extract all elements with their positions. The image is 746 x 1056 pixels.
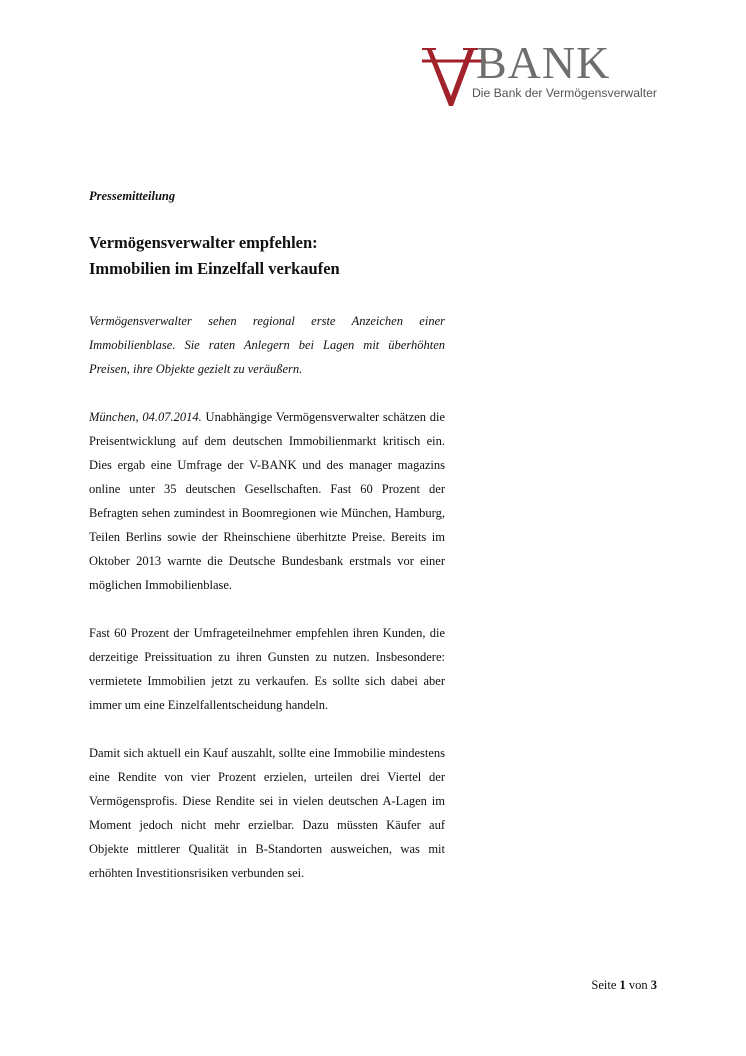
logo-tagline: Die Bank der Vermögensverwalter <box>472 86 657 100</box>
body-paragraph-1-text: Unabhängige Vermögensverwalter schätzen die Preisentwicklung auf dem deutschen Immobilienmarkt kritisch ein. Dies ergab eine Umfrage der V-BANK und des manager magazins online unter 35 deutschen Gesellschaften. Fast 60 Prozent der Befragten sehen zumindest in Boomregionen wie München, Hamburg, Teilen Berlins sowie der Rheinschiene überhitzte Preise. Bereits im Oktober 2013 warnte die Deutsche Bundesbank erstmals vor einer möglichen Immobilienblase. <box>89 410 445 592</box>
page-total: 3 <box>650 978 657 992</box>
dateline: München, 04.07.2014. <box>89 410 202 424</box>
page-current: 1 <box>619 978 626 992</box>
body-paragraph-1 <box>89 405 445 597</box>
headline <box>89 230 445 282</box>
v-letter-shape <box>422 48 478 106</box>
page-prefix: Seite <box>591 978 617 992</box>
headline-line-1: Vermögensverwalter empfehlen: <box>89 233 318 252</box>
headline-line-2: Immobilien im Einzelfall verkaufen <box>89 259 340 278</box>
body-paragraph-2: Fast 60 Prozent der Umfrageteilnehmer empfehlen ihren Kunden, die derzeitige Preissituation zu ihren Gunsten zu nutzen. Insbesondere: vermietete Immobilien jetzt zu verkaufen. Es sollte sich dabei aber immer um eine Einzelfallentscheidung handeln. <box>89 626 445 712</box>
body-paragraph-3: Damit sich aktuell ein Kauf auszahlt, sollte eine Immobilie mindestens eine Rendite von vier Prozent erzielen, urteilen drei Viertel der Vermögensprofis. Diese Rendite sei in vielen deutschen A-Lagen im Moment jedoch nicht mehr erzielbar. Dazu müssten Käufer auf Objekte mittlerer Qualität in B-Standorten ausweichen, was mit erhöhten Investitionsrisiken verbunden sei. <box>89 746 445 880</box>
page-separator: von <box>628 978 648 992</box>
vbank-logo <box>418 37 663 110</box>
logo-wordmark: BANK <box>476 37 611 88</box>
press-release-body <box>89 184 445 885</box>
document-label: Pressemitteilung <box>89 189 176 203</box>
page-number <box>591 975 657 995</box>
lead-paragraph: Vermögensverwalter sehen regional erste Anzeichen einer Immobilienblase. Sie raten Anlegern bei Lagen mit überhöhten Preisen, ihre Objekte gezielt zu veräußern. <box>89 314 445 376</box>
